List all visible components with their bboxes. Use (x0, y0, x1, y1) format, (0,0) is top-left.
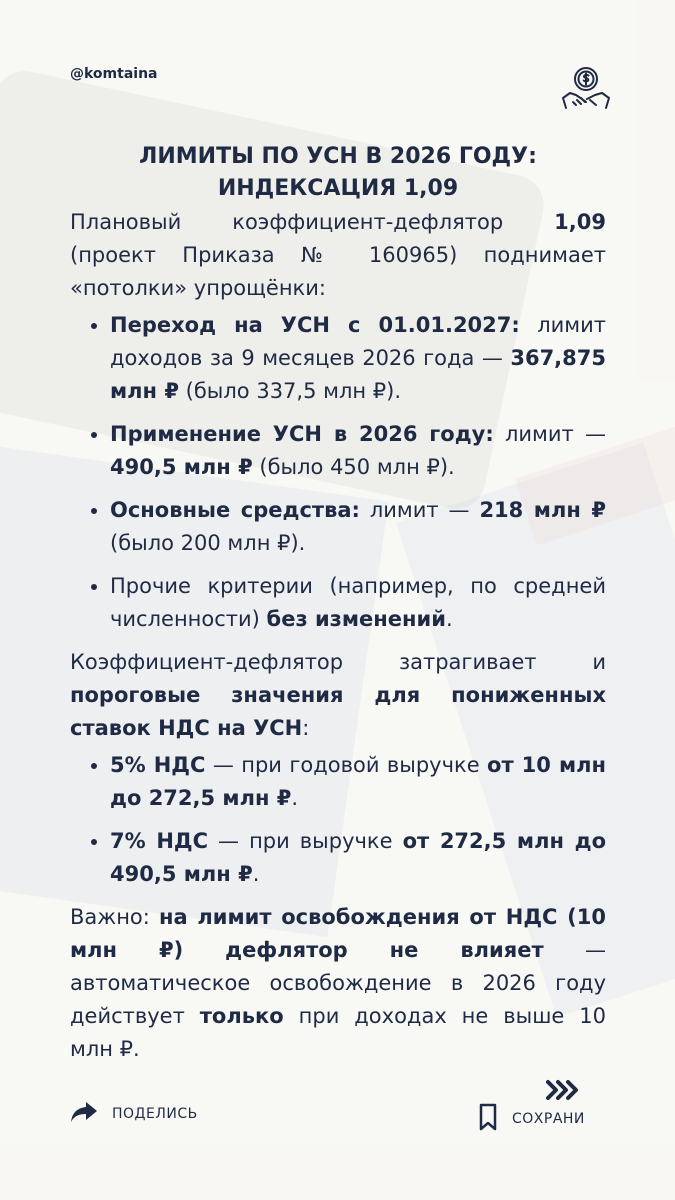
vat-paragraph: Коэффициент-дефлятор затрагивает и пороговые значения для пониженных ставок НДС на УСН: (70, 650, 606, 740)
list-item: • Применение УСН в 2026 году: лимит — 490,5 млн ₽ (было 450 млн ₽). (110, 418, 606, 484)
list-item: • Основные средства: лимит — 218 млн ₽ (было 200 млн ₽). (110, 494, 606, 560)
share-label: ПОДЕЛИСЬ (112, 1106, 198, 1122)
list-item: • 7% НДС — при выручке от 272,5 млн до 490,5 млн ₽. (110, 825, 606, 891)
list-item: • Прочие критерии (например, по средней численности) без изменений. (110, 570, 606, 636)
title-line-1: ЛИМИТЫ ПО УСН В 2026 ГОДУ: (139, 144, 537, 169)
vat-rates-list (70, 749, 606, 891)
share-arrow-icon (70, 1100, 98, 1128)
save-label: СОХРАНИ (512, 1111, 585, 1127)
share-button[interactable] (70, 1100, 198, 1128)
important-paragraph: Важно: на лимит освобождения от НДС (10 млн ₽) дефлятор не влияет — автоматическое освобождение в 2026 году действует только при доходах не выше 10 млн ₽. (70, 905, 607, 1061)
next-arrows-icon[interactable] (545, 1078, 581, 1106)
post-title (70, 141, 606, 205)
handshake-coin-icon (560, 64, 612, 116)
title-line-2: ИНДЕКСАЦИЯ 1,09 (217, 176, 459, 201)
author-handle[interactable]: @komtaina (70, 66, 158, 82)
post-body (70, 206, 606, 1066)
bookmark-icon (478, 1103, 498, 1135)
list-item: • 5% НДС — при годовой выручке от 10 млн до 272,5 млн ₽. (110, 749, 606, 815)
list-item: • Переход на УСН с 01.01.2027: лимит доходов за 9 месяцев 2026 года — 367,875 млн ₽ (было 337,5 млн ₽). (110, 309, 606, 408)
intro-paragraph: Плановый коэффициент-дефлятор 1,09 (проект Приказа № 160965) поднимает «потолки» упрощёнки: (70, 210, 606, 300)
save-button[interactable] (478, 1103, 585, 1135)
usn-limits-list (70, 309, 606, 636)
